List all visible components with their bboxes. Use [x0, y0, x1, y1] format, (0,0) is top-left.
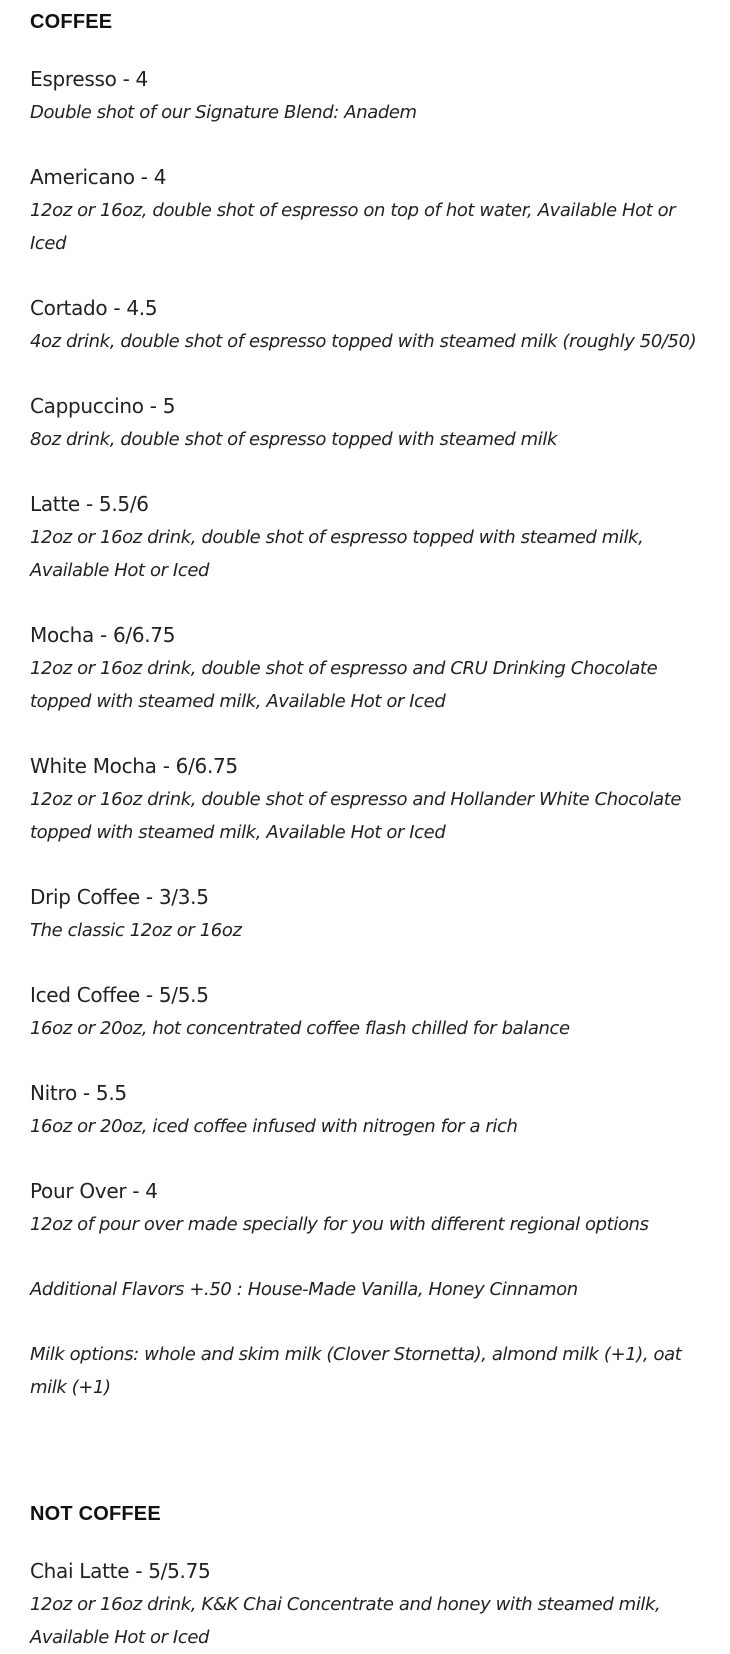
item-name: Nitro - 5.5 [30, 1081, 127, 1105]
item-description: 12oz or 16oz, double shot of espresso on top of hot water, Available Hot or Iced [30, 200, 676, 254]
menu-item-americano [30, 161, 700, 260]
item-name: Chai Latte - 5/5.75 [30, 1559, 211, 1583]
menu-item-white-mocha [30, 750, 700, 849]
item-description: 12oz or 16oz drink, double shot of espresso and CRU Drinking Chocolate topped with steamed milk, Available Hot or Iced [30, 658, 658, 712]
menu-item-pour-over [30, 1175, 700, 1241]
item-name: Espresso - 4 [30, 67, 148, 91]
item-name: Cortado - 4.5 [30, 296, 158, 320]
item-description: 4oz drink, double shot of espresso topped with steamed milk (roughly 50/50) [30, 331, 697, 352]
item-description: 12oz of pour over made specially for you with different regional options [30, 1214, 649, 1235]
section-spacer [30, 1404, 700, 1502]
menu-item-mocha [30, 619, 700, 718]
item-name: Cappuccino - 5 [30, 394, 176, 418]
item-description: 12oz or 16oz drink, double shot of espresso and Hollander White Chocolate topped with steamed milk, Available Hot or Iced [30, 789, 682, 843]
item-description: 8oz drink, double shot of espresso topped with steamed milk [30, 429, 558, 450]
item-description: 16oz or 20oz, iced coffee infused with nitrogen for a rich [30, 1116, 518, 1137]
spacer [30, 1306, 700, 1338]
flavors-note: Additional Flavors +.50 : House-Made Vanilla, Honey Cinnamon [30, 1279, 578, 1300]
section-title-not-coffee: NOT COFFEE [30, 1503, 161, 1525]
item-name: Latte - 5.5/6 [30, 492, 149, 516]
spacer [30, 34, 700, 63]
spacer [30, 587, 700, 619]
item-name: Americano - 4 [30, 165, 167, 189]
spacer [30, 456, 700, 488]
spacer [30, 358, 700, 390]
spacer [30, 1526, 700, 1555]
spacer [30, 1241, 700, 1273]
item-description: 12oz or 16oz drink, K&K Chai Concentrate and honey with steamed milk, Available Hot or Iced [30, 1594, 661, 1648]
spacer [30, 849, 700, 881]
menu-page [30, 0, 700, 1654]
spacer [30, 260, 700, 292]
spacer [30, 1045, 700, 1077]
item-description: 16oz or 20oz, hot concentrated coffee flash chilled for balance [30, 1018, 570, 1039]
item-name: Pour Over - 4 [30, 1179, 158, 1203]
spacer [30, 947, 700, 979]
menu-item-espresso [30, 63, 700, 129]
menu-item-cortado [30, 292, 700, 358]
menu-item-iced-coffee [30, 979, 700, 1045]
milk-options-note: Milk options: whole and skim milk (Clover Stornetta), almond milk (+1), oat milk (+1) [30, 1344, 682, 1398]
item-name: Mocha - 6/6.75 [30, 623, 176, 647]
item-name: Drip Coffee - 3/3.5 [30, 885, 209, 909]
item-description: Double shot of our Signature Blend: Anadem [30, 102, 417, 123]
section-title-coffee: COFFEE [30, 11, 113, 33]
item-description: The classic 12oz or 16oz [30, 920, 242, 941]
item-name: White Mocha - 6/6.75 [30, 754, 238, 778]
menu-item-chai-latte [30, 1555, 700, 1654]
menu-item-cappuccino [30, 390, 700, 456]
menu-item-drip-coffee [30, 881, 700, 947]
item-description: 12oz or 16oz drink, double shot of espresso topped with steamed milk, Available Hot or Iced [30, 527, 644, 581]
item-name: Iced Coffee - 5/5.5 [30, 983, 209, 1007]
spacer [30, 129, 700, 161]
spacer [30, 1143, 700, 1175]
menu-item-nitro [30, 1077, 700, 1143]
menu-item-latte [30, 488, 700, 587]
spacer [30, 718, 700, 750]
